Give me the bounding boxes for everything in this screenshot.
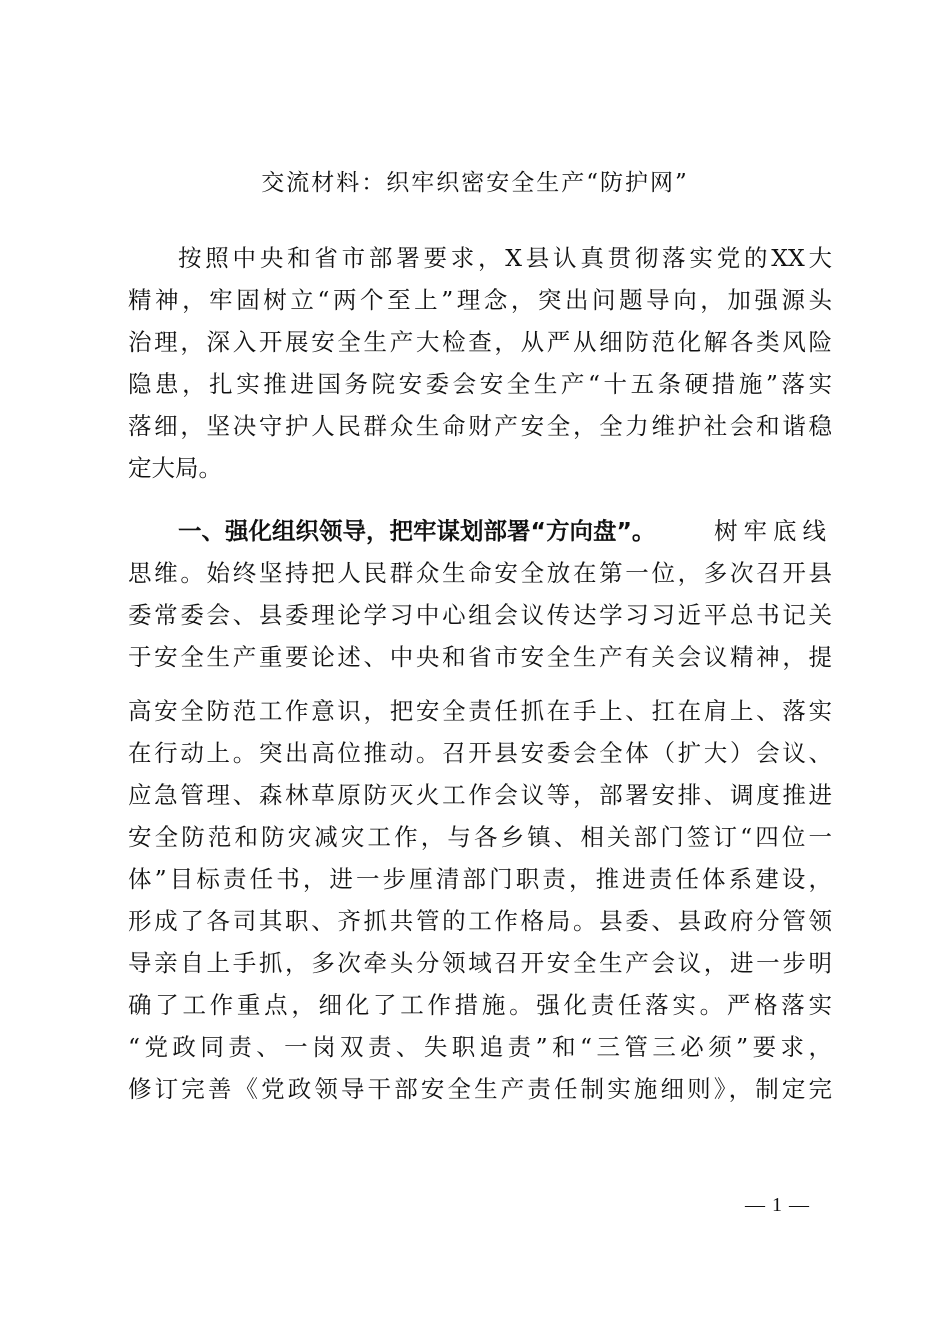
- paragraph-line: 思维。始终坚持把人民群众生命安全放在第一位，多次召开县: [128, 559, 832, 587]
- paragraph-line: 在行动上。突出高位推动。召开县安委会全体（扩大）会议、: [128, 739, 832, 767]
- paragraph-line: 精神，牢固树立“两个至上”理念，突出问题导向，加强源头: [128, 286, 832, 314]
- paragraph-line: 于安全生产重要论述、中央和省市安全生产有关会议精神，提: [128, 643, 832, 671]
- section-heading: 一、强化组织领导，把牢谋划部署“方向盘”。: [178, 517, 656, 545]
- paragraph-line: “党政同责、一岗双责、失职追责”和“三管三必须”要求，: [128, 1033, 832, 1061]
- document-title: 交流材料：织牢织密安全生产“防护网”: [261, 170, 689, 196]
- paragraph-line: 落细，坚决守护人民群众生命财产安全，全力维护社会和谐稳: [128, 412, 832, 440]
- paragraph-line: 隐患，扎实推进国务院安委会安全生产“十五条硬措施”落实: [128, 370, 832, 398]
- paragraph-line: 修订完善《党政领导干部安全生产责任制实施细则》，制定完: [128, 1075, 832, 1103]
- paragraph-line: 确了工作重点，细化了工作措施。强化责任落实。严格落实: [128, 991, 832, 1019]
- heading-line-rest: 树牢底线: [714, 517, 832, 545]
- paragraph-line: 体”目标责任书，进一步厘清部门职责，推进责任体系建设，: [128, 865, 832, 893]
- paragraph-line: 高安全防范工作意识，把安全责任抓在手上、扛在肩上、落实: [128, 697, 832, 725]
- paragraph-line: 安全防范和防灾减灾工作，与各乡镇、相关部门签订“四位一: [128, 823, 832, 851]
- paragraph-line: 形成了各司其职、齐抓共管的工作格局。县委、县政府分管领: [128, 907, 832, 935]
- paragraph-line: 导亲自上手抓，多次牵头分领域召开安全生产会议，进一步明: [128, 949, 832, 977]
- paragraph-line: 委常委会、县委理论学习中心组会议传达学习习近平总书记关: [128, 601, 832, 629]
- paragraph-line: 应急管理、森林草原防灭火工作会议等，部署安排、调度推进: [128, 781, 832, 809]
- paragraph-line: 治理，深入开展安全生产大检查，从严从细防范化解各类风险: [128, 328, 832, 356]
- page-number: — 1 —: [745, 1194, 810, 1216]
- paragraph-line: 按照中央和省市部署要求，X县认真贯彻落实党的XX大: [178, 244, 832, 272]
- paragraph-line: 定大局。: [128, 454, 222, 482]
- section-heading-line: [178, 510, 832, 552]
